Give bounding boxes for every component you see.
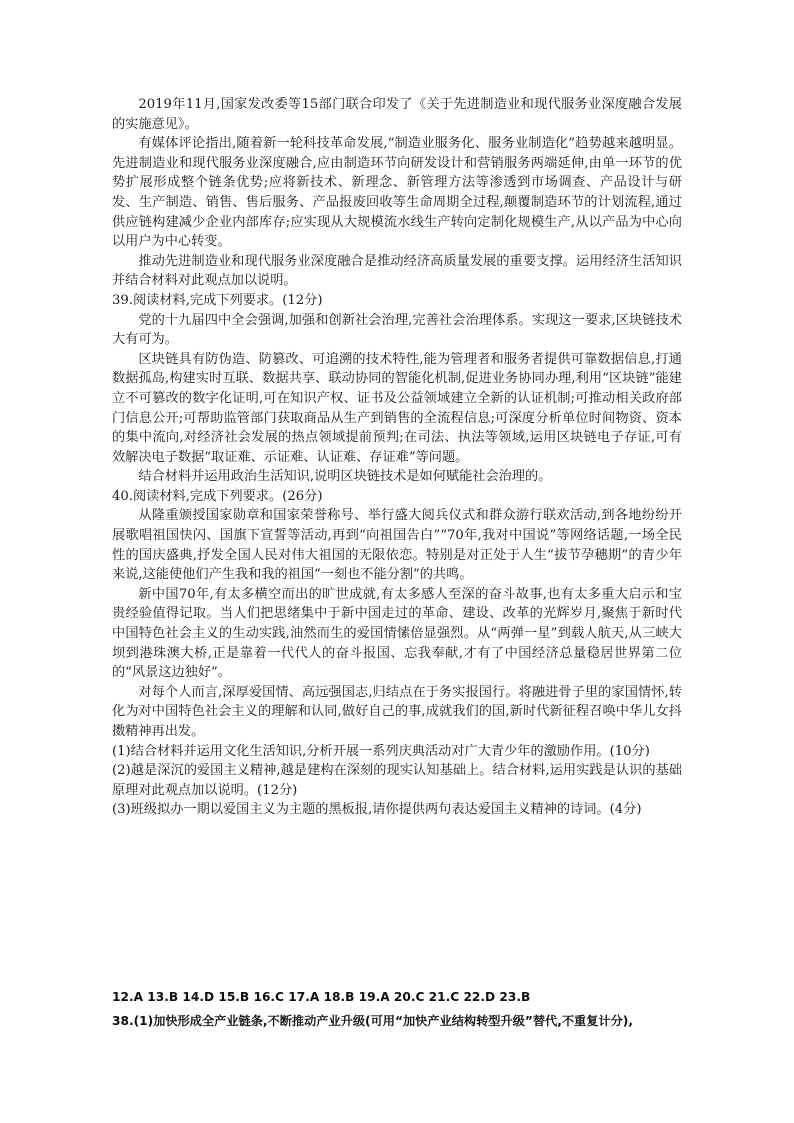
- question-prompt: 推动先进制造业和现代服务业深度融合是推动经济高质量发展的重要支撑。运用经济生活知识并结合材料对此观点加以说明。: [112, 253, 682, 289]
- paragraph: 有媒体评论指出,随着新一轮科技革命发展,“制造业服务化、服务业制造化”趋势越来越明显。先进制造业和现代服务业深度融合,应由制造环节向研发设计和营销服务两端延伸,由单一环节的优势扩展形成整个链条优势;应将新技术、新理念、新管理方法等渗透到市场调查、产品设计与研发、生产制造、销售、售后服务、产品报废回收等生命周期全过程,颠覆制造环节的计划流程,通过供应链构建减少企业内部库存;应实现从大规模流水线生产转向定制化规模生产,从以产品为中心向以用户为中心转变。: [112, 136, 682, 250]
- paragraph: 2019年11月,国家发改委等15部门联合印发了《关于先进制造业和现代服务业深度融合发展的实施意见》。: [112, 97, 682, 132]
- answer-key-choices: 12.A 13.B 14.D 15.B 16.C 17.A 18.B 19.A 20.C 21.C 22.D 23.B: [112, 990, 531, 1004]
- question-prompt: 结合材料并运用政治生活知识,说明区块链技术是如何赋能社会治理的。: [138, 469, 552, 485]
- paragraph: 党的十九届四中全会强调,加强和创新社会治理,完善社会治理体系。实现这一要求,区块链技术大有可为。: [112, 312, 682, 348]
- sub-question: (3)班级拟办一期以爱国主义为主题的黑板报,请你提供两句表达爱国主义精神的诗词。(4分): [112, 802, 642, 818]
- answer-key: [112, 985, 687, 1033]
- answer-key-38: 38.(1)加快形成全产业链条,不断推动产业升级(可用“加快产业结构转型升级”替代,不重复计分),: [112, 1014, 634, 1028]
- paragraph: 对每个人而言,深厚爱国情、高远强国志,归结点在于务实报国行。将融进骨子里的家国情怀,转化为对中国特色社会主义的理解和认同,做好自己的事,成就我们的国,新时代新征程召唤中华儿女抖擞精神再出发。: [112, 684, 682, 739]
- paragraph: 区块链具有防伪造、防篡改、可追溯的技术特性,能为管理者和服务者提供可靠数据信息,打通数据孤岛,构建实时互联、数据共享、联动协同的智能化机制,促进业务协同办理,利用“区块链”能建立不可篡改的数字化证明,可在知识产权、证书及公益领域建立全新的认证机制;可推动相关政府部门信息公开;可帮助监管部门获取商品从生产到销售的全流程信息;可深度分析单位时间物资、资本的集中流向,对经济社会发展的热点领域提前预判;在司法、执法等领域,运用区块链电子存证,可有效解决电子数据“取证难、示证难、认证难、存证难”等问题。: [112, 351, 682, 465]
- paragraph: 新中国70年,有太多横空而出的旷世成就,有太多感人至深的奋斗故事,也有太多重大启示和宝贵经验值得记取。当人们把思绪集中于新中国走过的革命、建设、改革的光辉岁月,聚焦于新时代中国特色社会主义的生动实践,油然而生的爱国情愫倍显强烈。从“两弹一星”到载人航天,从三峡大坝到港珠澳大桥,正是靠着一代代人的奋斗报国、忘我奉献,才有了中国经济总量稳居世界第二位的“风景这边独好”。: [112, 586, 682, 681]
- sub-question: (2)越是深沉的爱国主义精神,越是建构在深刻的现实认知基础上。结合材料,运用实践是认识的基础原理对此观点加以说明。(12分): [112, 763, 682, 798]
- document-body: [112, 95, 682, 820]
- sub-question: (1)结合材料并运用文化生活知识,分析开展一系列庆典活动对广大青少年的激励作用。(10分): [112, 743, 650, 759]
- paragraph: 从隆重颁授国家勋章和国家荣誉称号、举行盛大阅兵仪式和群众游行联欢活动,到各地纷纷开展歌唱祖国快闪、国旗下宣誓等活动,再到“向祖国告白”“70年,我对中国说”等网络话题,一场全民性的国庆盛典,抒发全国人民对伟大祖国的无限依恋。特别是对正处于人生“拔节孕穗期”的青少年来说,这能使他们产生我和我的祖国“一刻也不能分割”的共鸣。: [112, 508, 682, 583]
- question-heading: 39.阅读材料,完成下列要求。(12分): [112, 292, 323, 308]
- question-heading: 40.阅读材料,完成下列要求。(26分): [112, 488, 323, 504]
